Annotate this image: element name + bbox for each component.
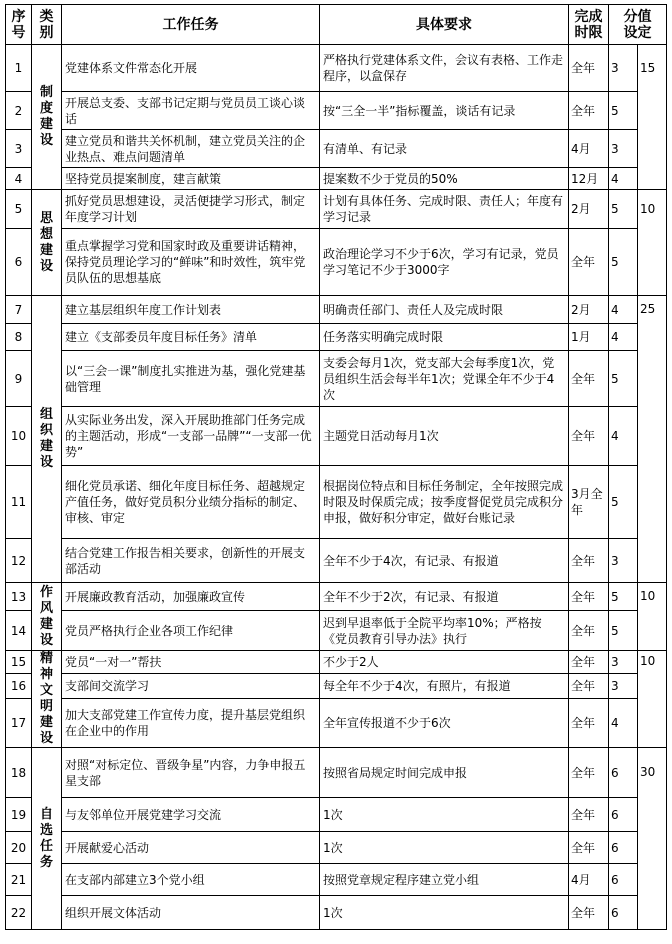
table-row [6,651,667,674]
table-row [6,45,667,92]
category-total-cell: 10 [638,190,667,296]
row-no: 14 [6,611,32,651]
deadline-cell: 3月全年 [569,466,609,539]
deadline-cell: 全年 [569,698,609,747]
score-cell: 5 [609,351,638,407]
row-no: 12 [6,539,32,583]
header-category: 类别 [32,5,62,45]
requirement-cell: 政治理论学习不少于6次，学习有记录，党员学习笔记不少于3000字 [320,229,569,296]
requirement-cell: 有清单、有记录 [320,130,569,168]
task-cell: 坚持党员提案制度，建言献策 [62,168,320,190]
score-cell: 3 [609,130,638,168]
row-no: 1 [6,45,32,92]
category-cell: 制度建设 [32,45,62,190]
header-row [6,5,667,45]
score-cell: 5 [609,229,638,296]
task-cell: 开展廉政教育活动，加强廉政宣传 [62,583,320,611]
category-cell: 作风建设 [32,583,62,651]
category-cell: 组织建设 [32,296,62,583]
deadline-cell: 4月 [569,864,609,896]
deadline-cell: 全年 [569,45,609,92]
score-cell: 6 [609,832,638,864]
header-task: 工作任务 [62,5,320,45]
row-no: 20 [6,832,32,864]
table-row [6,539,667,583]
task-cell: 细化党员承诺、细化年度目标任务、超越规定产值任务，做好党员积分业绩分指标的制定、审核、审定 [62,466,320,539]
row-no: 2 [6,92,32,130]
row-no: 9 [6,351,32,407]
category-total-cell: 10 [638,583,667,651]
task-cell: 建立基层组织年度工作计划表 [62,296,320,324]
row-no: 5 [6,190,32,229]
table-row [6,798,667,832]
score-cell: 3 [609,539,638,583]
row-no: 22 [6,896,32,930]
score-cell: 6 [609,864,638,896]
row-no: 21 [6,864,32,896]
score-cell: 5 [609,92,638,130]
category-total-cell: 25 [638,296,667,583]
task-cell: 建立《支部委员年度目标任务》清单 [62,324,320,351]
deadline-cell: 全年 [569,798,609,832]
task-cell: 结合党建工作报告相关要求，创新性的开展支部活动 [62,539,320,583]
header-deadline: 完成时限 [569,5,609,45]
category-cell: 思想建设 [32,190,62,296]
requirement-cell: 支委会每月1次，党支部大会每季度1次，党员组织生活会每半年1次；党课全年不少于4次 [320,351,569,407]
table-row [6,296,667,324]
row-no: 11 [6,466,32,539]
task-cell: 党员“一对一”帮扶 [62,651,320,674]
deadline-cell: 4月 [569,130,609,168]
requirement-cell: 迟到早退率低于全院平均率10%；严格按《党员教育引导办法》执行 [320,611,569,651]
requirement-cell: 计划有具体任务、完成时限、责任人；年度有学习记录 [320,190,569,229]
work-task-table [5,4,667,930]
deadline-cell: 全年 [569,407,609,466]
row-no: 13 [6,583,32,611]
header-no: 序号 [6,5,32,45]
deadline-cell: 2月 [569,190,609,229]
requirement-cell: 主题党日活动每月1次 [320,407,569,466]
table-row [6,229,667,296]
score-cell: 6 [609,748,638,798]
task-cell: 加大支部党建工作宣传力度，提升基层党组织在企业中的作用 [62,698,320,747]
requirement-cell: 不少于2人 [320,651,569,674]
score-cell: 3 [609,651,638,674]
requirement-cell: 1次 [320,832,569,864]
deadline-cell: 全年 [569,539,609,583]
task-cell: 从实际业务出发，深入开展助推部门任务完成的主题活动，形成“一支部一品牌”“一支部一优势” [62,407,320,466]
category-cell: 精神文明建设 [32,651,62,748]
deadline-cell: 全年 [569,748,609,798]
table-row [6,698,667,747]
deadline-cell: 全年 [569,229,609,296]
row-no: 18 [6,748,32,798]
requirement-cell: 全年不少于2次，有记录、有报道 [320,583,569,611]
table-row [6,896,667,930]
task-cell: 重点掌握学习党和国家时政及重要讲话精神，保持党员理论学习的“鲜味”和时效性，筑牢党员队伍的思想基底 [62,229,320,296]
score-cell: 3 [609,673,638,698]
score-cell: 6 [609,798,638,832]
requirement-cell: 按“三全一半”指标覆盖，谈话有记录 [320,92,569,130]
requirement-cell: 全年不少于4次，有记录、有报道 [320,539,569,583]
table-row [6,583,667,611]
task-cell: 抓好党员思想建设，灵活便捷学习形式，制定年度学习计划 [62,190,320,229]
row-no: 3 [6,130,32,168]
requirement-cell: 按照省局规定时间完成申报 [320,748,569,798]
requirement-cell: 任务落实明确完成时限 [320,324,569,351]
requirement-cell: 1次 [320,896,569,930]
deadline-cell: 全年 [569,832,609,864]
task-cell: 支部间交流学习 [62,673,320,698]
deadline-cell: 全年 [569,351,609,407]
requirement-cell: 按照党章规定程序建立党小组 [320,864,569,896]
row-no: 17 [6,698,32,747]
deadline-cell: 2月 [569,296,609,324]
category-total-cell: 30 [638,748,667,930]
score-cell: 5 [609,190,638,229]
task-cell: 以“三会一课”制度扎实推进为基，强化党建基础管理 [62,351,320,407]
task-cell: 建立党员和谐共关怀机制，建立党员关注的企业热点、难点问题清单 [62,130,320,168]
task-cell: 党员严格执行企业各项工作纪律 [62,611,320,651]
table-row [6,407,667,466]
task-cell: 对照“对标定位、晋级争星”内容，力争申报五星支部 [62,748,320,798]
table-row [6,351,667,407]
score-cell: 5 [609,466,638,539]
table-row [6,832,667,864]
table-row [6,168,667,190]
table-row [6,864,667,896]
score-cell: 3 [609,45,638,92]
requirement-cell: 每全年不少于4次，有照片，有报道 [320,673,569,698]
header-score: 分值设定 [609,5,667,45]
deadline-cell: 1月 [569,324,609,351]
score-cell: 5 [609,583,638,611]
score-cell: 4 [609,698,638,747]
category-cell: 自选任务 [32,748,62,930]
row-no: 10 [6,407,32,466]
score-cell: 4 [609,324,638,351]
score-cell: 6 [609,896,638,930]
requirement-cell: 严格执行党建体系文件，会议有表格、工作走程序，以盒保存 [320,45,569,92]
row-no: 4 [6,168,32,190]
table-row [6,611,667,651]
task-cell: 开展献爱心活动 [62,832,320,864]
table-row [6,673,667,698]
task-cell: 在支部内部建立3个党小组 [62,864,320,896]
task-cell: 与友邻单位开展党建学习交流 [62,798,320,832]
header-requirement: 具体要求 [320,5,569,45]
row-no: 15 [6,651,32,674]
requirement-cell: 根据岗位特点和目标任务制定，全年按照完成时限及时保质完成；按季度督促党员完成积分申报，做好积分审定，做好台账记录 [320,466,569,539]
score-cell: 4 [609,407,638,466]
table-row [6,92,667,130]
score-cell: 4 [609,168,638,190]
deadline-cell: 全年 [569,673,609,698]
table-row [6,130,667,168]
task-cell: 组织开展文体活动 [62,896,320,930]
requirement-cell: 明确责任部门、责任人及完成时限 [320,296,569,324]
deadline-cell: 全年 [569,611,609,651]
deadline-cell: 全年 [569,651,609,674]
deadline-cell: 全年 [569,896,609,930]
table-row [6,748,667,798]
requirement-cell: 提案数不少于党员的50% [320,168,569,190]
requirement-cell: 1次 [320,798,569,832]
deadline-cell: 12月 [569,168,609,190]
table-row [6,466,667,539]
row-no: 16 [6,673,32,698]
requirement-cell: 全年宣传报道不少于6次 [320,698,569,747]
category-total-cell: 10 [638,651,667,748]
deadline-cell: 全年 [569,92,609,130]
task-cell: 党建体系文件常态化开展 [62,45,320,92]
row-no: 8 [6,324,32,351]
score-cell: 5 [609,611,638,651]
row-no: 19 [6,798,32,832]
deadline-cell: 全年 [569,583,609,611]
row-no: 6 [6,229,32,296]
task-cell: 开展总支委、支部书记定期与党员员工谈心谈话 [62,92,320,130]
table-row [6,190,667,229]
category-total-cell: 15 [638,45,667,190]
table-row [6,324,667,351]
row-no: 7 [6,296,32,324]
score-cell: 4 [609,296,638,324]
